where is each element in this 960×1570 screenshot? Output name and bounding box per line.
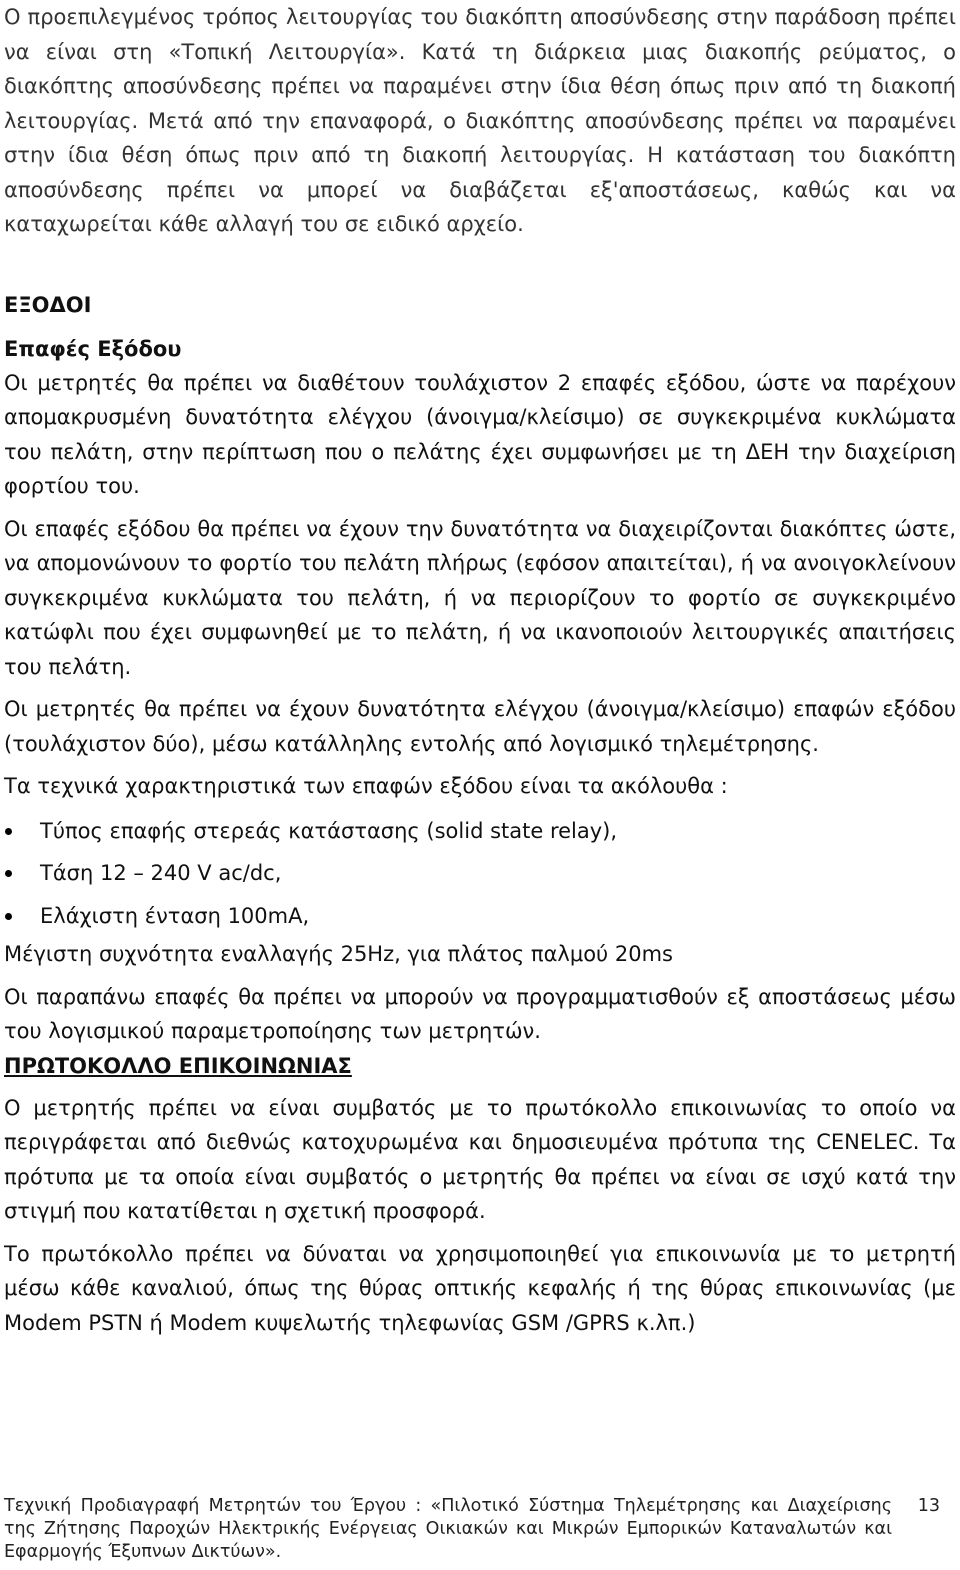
list-item-text: Τύπος επαφής στερεάς κατάστασης (solid state relay),	[40, 818, 618, 843]
protocol-paragraph-1: Ο μετρητής πρέπει να είναι συμβατός με το πρωτόκολλο επικοινωνίας το οποίο να περιγράφεται από διεθνώς κατοχυρωμένα και δημοσιευμένα πρότυπα της CENELEC. Τα πρότυπα με τα οποία είναι συμβατός ο μετρητής θα πρέπει να είναι σε ισχύ κατά την στιγμή που κατατίθεται η σχετική προσφορά.	[4, 1095, 956, 1223]
bullet-icon	[5, 870, 12, 877]
list-item	[4, 895, 956, 938]
page-number: 13	[917, 1496, 940, 1516]
outputs-paragraph-1: Οι μετρητές θα πρέπει να διαθέτουν τουλάχιστον 2 επαφές εξόδου, ώστε να παρέχουν απομακρυσμένη δυνατότητα ελέγχου (άνοιγμα/κλείσιμο) σε συγκεκριμένα κυκλώματα του πελάτη, στην περίπτωση που ο πελάτης έχει συμφωνήσει με τη ΔΕΗ την διαχείριση φορτίου του.	[4, 370, 956, 498]
outputs-paragraph-4: Τα τεχνικά χαρακτηριστικά των επαφών εξόδου είναι τα ακόλουθα :	[4, 774, 728, 798]
technical-specs-list	[4, 810, 956, 938]
list-item-text: Ελάχιστη ένταση 100mA,	[40, 903, 310, 928]
outputs-paragraph-5: Οι παραπάνω επαφές θα πρέπει να μπορούν να προγραμματισθούν εξ αποστάσεως μέσω του λογισμικού παραμετροποίησης των μετρητών.	[4, 984, 956, 1043]
max-frequency-line: Μέγιστη συχνότητα εναλλαγής 25Hz, για πλάτος παλμού 20ms	[4, 942, 673, 966]
list-item	[4, 810, 956, 853]
outputs-paragraph-2: Οι επαφές εξόδου θα πρέπει να έχουν την δυνατότητα να διαχειρίζονται διακόπτες ώστε, να απομονώνουν το φορτίο του πελάτη πλήρως (εφόσον απαιτείται), ή να ανοιγοκλείνουν συγκεκριμένα κυκλώματα του πελάτη, ή να περιορίζουν το φορτίο σε συγκεκριμένο κατώφλι που έχει συμφωνηθεί με το πελάτη, ή να ικανοποιούν λειτουργικές απαιτήσεις του πελάτη.	[4, 516, 956, 679]
footer-text: Τεχνική Προδιαγραφή Μετρητών του Έργου : «Πιλοτικό Σύστημα Τηλεμέτρησης και Διαχείρισης της Ζήτησης Παροχών Ηλεκτρικής Ενέργειας Οικιακών και Μικρών Εμπορικών Καταναλωτών και Εφαρμογής Έξυπνων Δικτύων».	[4, 1496, 892, 1562]
document-page	[4, 0, 956, 1340]
subheading-output-contacts: Επαφές Εξόδου	[4, 336, 182, 361]
list-item	[4, 852, 956, 895]
outputs-paragraph-3: Οι μετρητές θα πρέπει να έχουν δυνατότητα ελέγχου (άνοιγμα/κλείσιμο) επαφών εξόδου (τουλάχιστον δύο), μέσω κατάλληλης εντολής από λογισμικό τηλεμέτρησης.	[4, 697, 956, 756]
intro-paragraph: Ο προεπιλεγμένος τρόπος λειτουργίας του διακόπτη αποσύνδεσης στην παράδοση πρέπει να είναι στη «Τοπική Λειτουργία». Κατά τη διάρκεια μιας διακοπής ρεύματος, ο διακόπτης αποσύνδεσης πρέπει να παραμένει στην ίδια θέση όπως πριν από τη διακοπή λειτουργίας. Μετά από την επαναφορά, ο διακόπτης αποσύνδεσης πρέπει να παραμένει στην ίδια θέση όπως πριν από τη διακοπή λειτουργίας. Η κατάσταση του διακόπτη αποσύνδεσης πρέπει να μπορεί να διαβάζεται εξ'αποστάσεως, καθώς και να καταχωρείται κάθε αλλαγή του σε ειδικό αρχείο.	[4, 5, 956, 236]
list-item-text: Τάση 12 – 240 V ac/dc,	[40, 861, 282, 885]
page-footer	[4, 1495, 956, 1564]
section-heading-outputs: ΕΞΟΔΟΙ	[4, 292, 92, 317]
protocol-paragraph-2: Το πρωτόκολλο πρέπει να δύναται να χρησιμοποιηθεί για επικοινωνία με το μετρητή μέσω κάθε καναλιού, όπως της θύρας οπτικής κεφαλής ή της θύρας επικοινωνίας (με Modem PSTN ή Modem κυψελωτής τηλεφωνίας GSM /GPRS κ.λπ.)	[4, 1241, 956, 1335]
section-heading-protocol: ΠΡΩΤΟΚΟΛΛΟ ΕΠΙΚΟΙΝΩΝΙΑΣ	[4, 1053, 352, 1078]
bullet-icon	[5, 828, 12, 835]
bullet-icon	[5, 913, 12, 920]
